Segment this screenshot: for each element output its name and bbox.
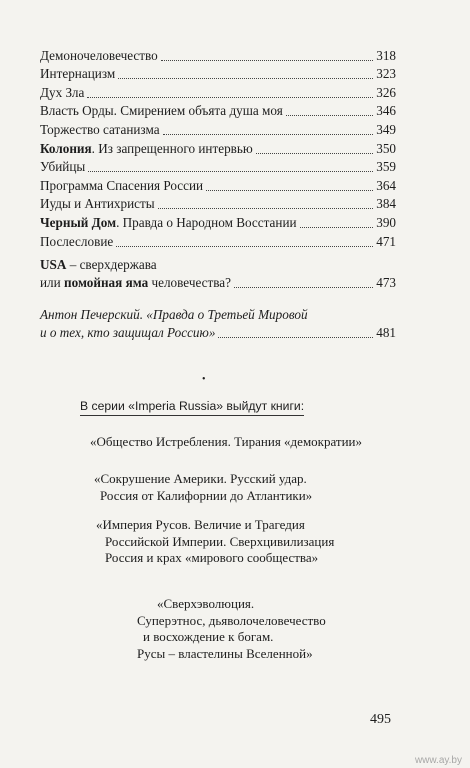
toc-row	[40, 213, 396, 232]
toc-title	[40, 121, 160, 139]
toc-row	[40, 102, 396, 121]
toc-page-number: 346	[376, 103, 396, 119]
toc-page-number: 473	[376, 275, 396, 290]
toc-title-bold: Колония	[40, 140, 92, 156]
dot-leader	[206, 190, 373, 191]
toc-title-text: Программа Спасения России	[40, 177, 204, 193]
book-title-line: Россия от Калифорнии до Атлантики»	[100, 487, 313, 503]
toc-page-number: 481	[376, 325, 396, 340]
toc-page-number: 323	[376, 66, 396, 82]
dot-leader	[256, 153, 373, 154]
toc-page-number: 471	[376, 233, 396, 249]
toc-entry-line	[40, 256, 396, 274]
toc-entry-bold: помойная яма	[64, 275, 149, 290]
toc-row	[40, 120, 396, 139]
toc-title-text: Интернацизм	[40, 66, 116, 82]
toc-title-text: Демоночеловечество	[40, 47, 158, 63]
toc-row	[40, 176, 396, 195]
dot-leader	[87, 97, 373, 98]
dot-leader	[118, 78, 373, 79]
toc-title-text: . Правда о Народном Восстании	[116, 214, 297, 230]
toc-title	[40, 158, 85, 176]
toc-title	[40, 140, 253, 158]
toc-title-text: Власть Орды. Смирением объята душа моя	[40, 103, 283, 119]
book-title-line: Россия и крах «мирового сообщества»	[105, 550, 319, 565]
toc-page-number: 359	[376, 159, 396, 175]
toc-title-text: Дух Зла	[40, 84, 85, 100]
table-of-contents	[40, 46, 396, 251]
toc-title	[40, 233, 113, 251]
toc-title	[40, 195, 155, 213]
toc-entry-text: или	[40, 275, 64, 290]
toc-row	[40, 46, 396, 65]
toc-row	[40, 158, 396, 177]
dot-leader	[161, 60, 373, 61]
dot-leader	[88, 171, 373, 172]
toc-page-number: 364	[376, 177, 396, 193]
book-title-line: Русы – властелины Вселенной»	[137, 645, 313, 661]
series-heading: В серии «Imperia Russia» выйдут книги:	[80, 398, 304, 416]
toc-row	[40, 139, 396, 158]
toc-entry-line	[40, 274, 396, 292]
book-title-line: Суперэтнос, дьяволочеловечество	[137, 612, 326, 628]
toc-entry-text: и о тех, кто защищал Россию»	[40, 325, 216, 340]
toc-page-number: 326	[376, 84, 396, 100]
toc-title-text: . Из запрещенного интервью	[91, 140, 253, 156]
toc-page-number: 350	[376, 140, 396, 156]
dot-leader	[234, 287, 373, 288]
book-title-line: «Общество Истребления. Тирания «демократии»	[90, 434, 363, 449]
upcoming-book-2	[94, 471, 312, 504]
toc-title-text: Послесловие	[40, 233, 114, 249]
toc-title	[40, 84, 84, 102]
toc-title	[40, 214, 297, 232]
toc-title	[40, 102, 283, 120]
dot-leader	[158, 208, 374, 209]
toc-page-number: 318	[376, 47, 396, 63]
watermark: www.ay.by	[414, 755, 462, 766]
toc-entry-line	[40, 306, 396, 324]
toc-title	[40, 65, 115, 83]
upcoming-book-3	[96, 517, 334, 567]
toc-entry-pechersky	[40, 306, 396, 342]
toc-entry-line	[40, 324, 396, 342]
page-number: 495	[370, 712, 391, 727]
toc-row	[40, 65, 396, 84]
book-title-line: Российской Империи. Сверхцивилизация	[105, 533, 335, 549]
toc-page-number: 349	[376, 121, 396, 137]
upcoming-book-4	[137, 596, 326, 662]
toc-row	[40, 195, 396, 214]
toc-title-text: Убийцы	[40, 159, 86, 175]
separator-bullet: •	[202, 374, 206, 385]
book-title-line: и восхождение к богам.	[143, 629, 274, 644]
dot-leader	[163, 134, 374, 135]
dot-leader	[300, 227, 374, 228]
toc-entry-text: человечества?	[148, 275, 232, 290]
toc-row	[40, 83, 396, 102]
toc-page-number: 390	[376, 214, 396, 230]
toc-title-text: Иуды и Антихристы	[40, 196, 155, 212]
book-title-line: «Сокрушение Америки. Русский удар.	[94, 471, 307, 486]
book-title-line: «Империя Русов. Величие и Трагедия	[96, 517, 305, 532]
book-title-line: «Сверхэволюция.	[157, 596, 255, 611]
toc-title	[40, 177, 203, 195]
toc-title-text: Торжество сатанизма	[40, 121, 160, 137]
dot-leader	[286, 115, 373, 116]
dot-leader	[116, 246, 373, 247]
toc-entry-text: Антон Печерский. «Правда о Третьей Мировой	[40, 307, 308, 322]
upcoming-book-1	[90, 434, 362, 451]
toc-entry-bold: USA	[40, 257, 67, 272]
toc-entry-usa	[40, 256, 396, 292]
toc-row	[40, 232, 396, 251]
dot-leader	[218, 337, 373, 338]
toc-title	[40, 47, 158, 65]
toc-page-number: 384	[376, 196, 396, 212]
toc-title-bold: Черный Дом	[40, 214, 117, 230]
toc-entry-text: – сверхдержава	[66, 257, 157, 272]
